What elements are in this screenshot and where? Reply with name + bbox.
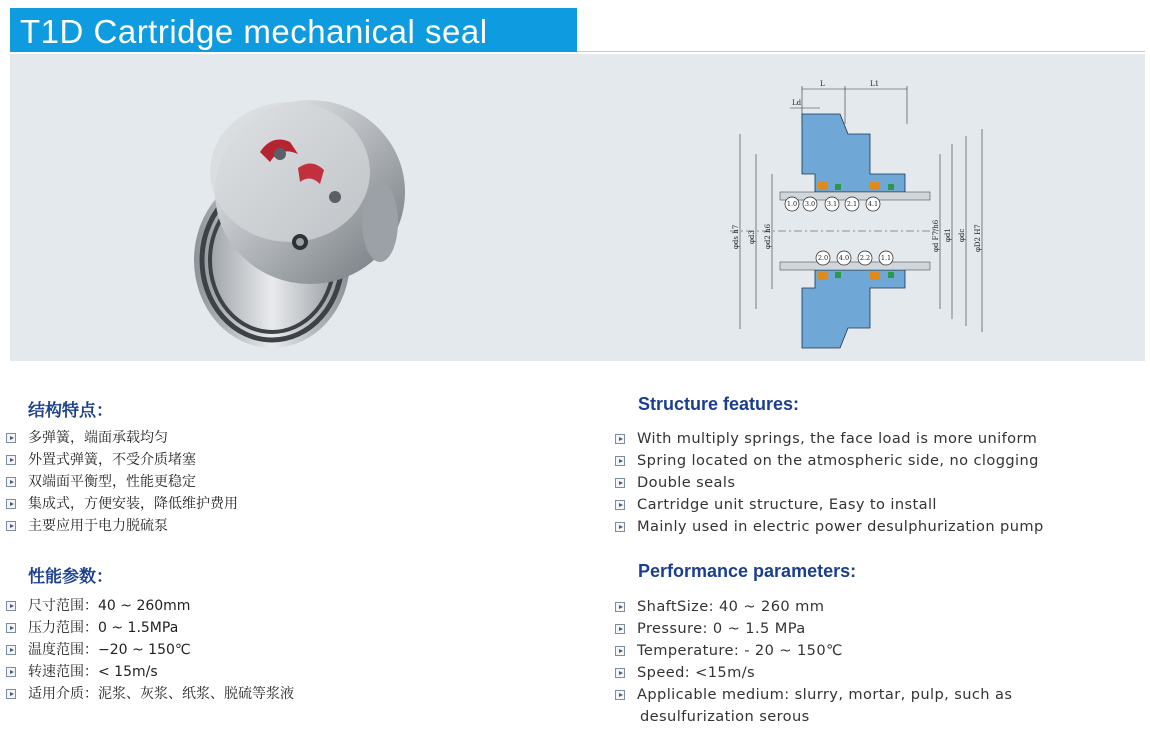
title-underline xyxy=(577,51,1145,52)
cn-performance-list xyxy=(6,595,294,705)
bullet-icon xyxy=(615,602,625,612)
part-4-0: 4.0 xyxy=(838,254,850,262)
part-1-0: 1.0 xyxy=(786,200,798,208)
bullet-icon xyxy=(615,668,625,678)
bullet-icon xyxy=(615,522,625,532)
list-item: Temperature: - 20 ~ 150℃ xyxy=(615,640,1012,662)
list-item: Double seals xyxy=(615,472,1044,494)
cn-structure-heading: 结构特点： xyxy=(28,401,113,421)
bullet-icon xyxy=(615,624,625,634)
bullet-icon xyxy=(615,456,625,466)
list-item: 压力范围：0 ~ 1.5MPa xyxy=(6,617,294,639)
dim-l: L xyxy=(820,80,825,88)
list-item: 尺寸范围：40 ~ 260mm xyxy=(6,595,294,617)
list-item: 集成式，方便安装，降低维护费用 xyxy=(6,493,238,515)
list-item: 双端面平衡型，性能更稳定 xyxy=(6,471,238,493)
list-item: ShaftSize: 40 ~ 260 mm xyxy=(615,596,1012,618)
en-structure-heading: Structure features: xyxy=(638,394,800,414)
list-item: Speed: <15m/s xyxy=(615,662,1012,684)
list-item: With multiply springs, the face load is more uniform xyxy=(615,428,1044,450)
title-bar xyxy=(10,8,577,52)
list-item: Applicable medium: slurry, mortar, pulp, such as xyxy=(615,684,1012,706)
bullet-icon xyxy=(6,645,16,655)
bullet-icon xyxy=(6,667,16,677)
bullet-icon xyxy=(615,434,625,444)
list-item: 适用介质：泥浆、灰浆、纸浆、脱硫等浆液 xyxy=(6,683,294,705)
dim-d3: φd3 xyxy=(748,230,756,244)
bullet-icon xyxy=(6,689,16,699)
part-3-0: 3.0 xyxy=(804,200,816,208)
bullet-icon xyxy=(615,500,625,510)
part-3-1: 3.1 xyxy=(826,200,838,208)
bullet-icon xyxy=(6,521,16,531)
dim-d2-h7: φD2 H7 xyxy=(974,224,982,252)
bullet-icon xyxy=(6,477,16,487)
bullet-icon xyxy=(6,455,16,465)
bullet-icon xyxy=(6,601,16,611)
list-item: Pressure: 0 ~ 1.5 MPa xyxy=(615,618,1012,640)
product-photo xyxy=(180,82,410,352)
cn-structure-list xyxy=(6,427,238,537)
list-item: 温度范围：−20 ~ 150℃ xyxy=(6,639,294,661)
bullet-icon xyxy=(615,646,625,656)
bullet-icon xyxy=(6,499,16,509)
part-2-2: 2.2 xyxy=(859,254,871,262)
dim-ds: φds h7 xyxy=(732,224,740,249)
list-item: Cartridge unit structure, Easy to install xyxy=(615,494,1044,516)
part-2-0: 2.0 xyxy=(817,254,829,262)
en-performance-heading: Performance parameters: xyxy=(638,561,857,581)
list-item: 外置式弹簧，不受介质堵塞 xyxy=(6,449,238,471)
part-1-1: 1.1 xyxy=(880,254,892,262)
dim-dc: φdc xyxy=(958,228,966,242)
bullet-icon xyxy=(615,690,625,700)
list-item: 主要应用于电力脱硫泵 xyxy=(6,515,238,537)
part-2-1: 2.1 xyxy=(846,200,858,208)
dim-d: φd F7/h6 xyxy=(932,219,940,252)
bullet-icon xyxy=(6,433,16,443)
bullet-icon xyxy=(615,478,625,488)
list-item-continuation: desulfurization serous xyxy=(640,708,810,725)
dim-d2: φd2 h6 xyxy=(764,223,772,249)
list-item: 多弹簧，端面承载均匀 xyxy=(6,427,238,449)
en-structure-list xyxy=(615,428,1044,538)
dim-d1: φd1 xyxy=(944,228,952,242)
list-item: Spring located on the atmospheric side, no clogging xyxy=(615,450,1044,472)
part-4-1: 4.1 xyxy=(867,200,879,208)
list-item: 转速范围：< 15m/s xyxy=(6,661,294,683)
list-item: Mainly used in electric power desulphurization pump xyxy=(615,516,1044,538)
bullet-icon xyxy=(6,623,16,633)
en-performance-list xyxy=(615,596,1012,728)
image-panel xyxy=(10,54,1145,361)
cn-performance-heading: 性能参数： xyxy=(28,567,113,587)
technical-drawing xyxy=(720,74,990,356)
dim-ld: Ld xyxy=(792,99,802,107)
page-title: T1D Cartridge mechanical seal xyxy=(20,13,488,50)
dim-l1: L1 xyxy=(870,80,880,88)
